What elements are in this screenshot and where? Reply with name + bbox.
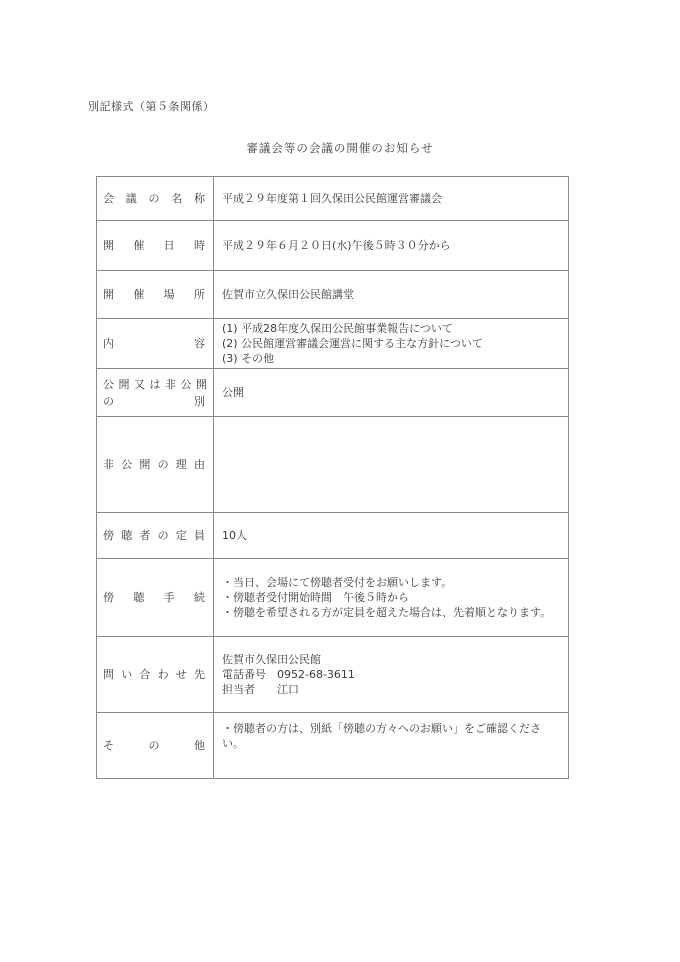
content-value <box>214 319 569 369</box>
contact-line: 電話番号 0952-68-3611 <box>222 668 355 681</box>
procedure-item: ・傍聴者受付開始時間 午後５時から <box>222 591 409 604</box>
procedure-value <box>214 559 569 637</box>
content-item: (3) その他 <box>222 352 275 365</box>
public-status-label-line1: 公開又は非公開 <box>103 377 207 391</box>
place-text: 佐賀市立久保田公民館講堂 <box>222 288 354 301</box>
table-row <box>97 369 569 417</box>
procedure-item: ・傍聴を希望される方が定員を超えた場合は、先着順となります。 <box>222 606 552 619</box>
content-item: (1) 平成28年度久保田公民館事業報告について <box>222 322 453 335</box>
public-status-text: 公開 <box>222 386 244 399</box>
procedure-label: 傍聴手続 <box>97 559 214 637</box>
meeting-name-label: 会議の名称 <box>97 177 214 221</box>
table-row <box>97 713 569 779</box>
capacity-text: 10人 <box>222 529 247 542</box>
date-text: 平成２９年６月２０日(水)午後５時３０分から <box>222 239 451 252</box>
public-status-label-line2: の別 <box>103 394 207 408</box>
public-status-value <box>214 369 569 417</box>
form-number-label: 別記様式（第５条関係） <box>88 100 215 113</box>
capacity-label: 傍聴者の定員 <box>97 513 214 559</box>
date-value <box>214 221 569 271</box>
other-text: ・傍聴者の方は、別紙「傍聴の方々へのお願い」をご確認ください。 <box>222 722 541 750</box>
date-label: 開催日時 <box>97 221 214 271</box>
procedure-item: ・当日、会場にて傍聴者受付をお願いします。 <box>222 576 453 589</box>
meeting-name-value <box>214 177 569 221</box>
public-status-label <box>97 369 214 417</box>
contact-value <box>214 637 569 713</box>
meeting-info-table <box>96 176 569 779</box>
table-row <box>97 513 569 559</box>
table-row <box>97 559 569 637</box>
contact-line: 佐賀市久保田公民館 <box>222 653 321 666</box>
table-row <box>97 319 569 369</box>
other-value <box>214 713 569 779</box>
contact-label: 問い合わせ先 <box>97 637 214 713</box>
meeting-name-text: 平成２９年度第１回久保田公民館運営審議会 <box>222 192 442 205</box>
table-row <box>97 177 569 221</box>
place-value <box>214 271 569 319</box>
content-item: (2) 公民館運営審議会運営に関する主な方針について <box>222 337 483 350</box>
content-label: 内容 <box>97 319 214 369</box>
capacity-value <box>214 513 569 559</box>
closed-reason-label: 非公開の理由 <box>97 417 214 513</box>
table-row <box>97 417 569 513</box>
closed-reason-value <box>214 417 569 513</box>
document-title: 審議会等の会議の開催のお知らせ <box>246 141 434 155</box>
contact-line: 担当者 江口 <box>222 683 299 696</box>
place-label: 開催場所 <box>97 271 214 319</box>
table-row <box>97 271 569 319</box>
table-row <box>97 637 569 713</box>
other-label: その他 <box>97 713 214 779</box>
table-row <box>97 221 569 271</box>
